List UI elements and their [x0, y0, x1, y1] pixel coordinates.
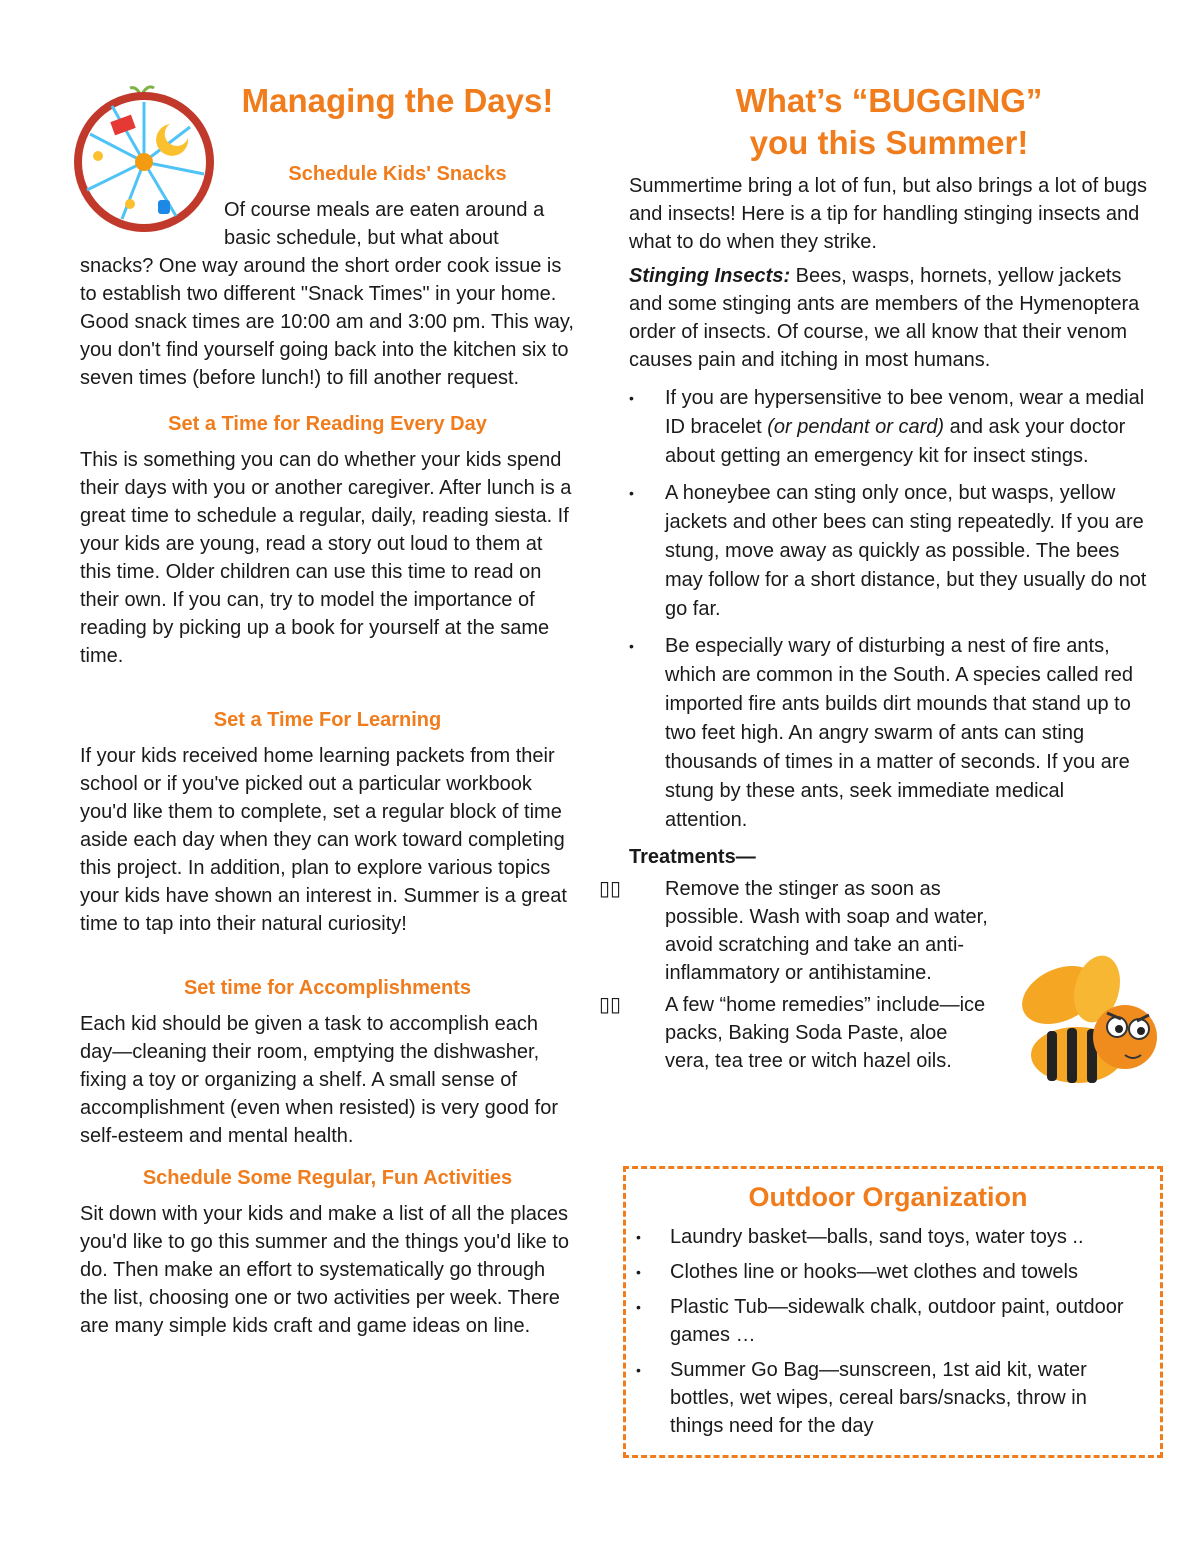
- snacks-intro: Of course meals are eaten around a basic schedule, but what about: [224, 199, 545, 249]
- accomplishments-body: Each kid should be given a task to accomplish each day—cleaning their room, emptying the dishwasher, fixing a toy or organizing a shelf. A small sense of accomplishment (even when resisted) is very good for self-esteem and mental health.: [80, 1013, 558, 1147]
- right-title-line2: you this Summer!: [749, 124, 1029, 161]
- box-title: Outdoor Organization: [748, 1182, 1028, 1212]
- bullet-text: If you are hypersensitive to bee venom, wear a medial ID bracelet: [665, 387, 1145, 438]
- bullet-emphasis: (or pendant or card): [767, 416, 945, 438]
- left-title: Managing the Days!: [241, 82, 554, 119]
- list-item: • A honeybee can sting only once, but wasps, yellow jackets and other bees can sting repeatedly. If you are stung, move away as quickly as possible. The bees may follow for a short distance, but they usually do not go far.: [629, 479, 1149, 624]
- section-heading: Schedule Kids' Snacks: [288, 163, 507, 185]
- outdoor-list: [636, 1223, 1140, 1440]
- marker: ▯▯: [599, 994, 622, 1016]
- bee-illustration: [1005, 955, 1165, 1095]
- marker: ▯▯: [599, 878, 622, 900]
- list-item: • Summer Go Bag—sunscreen, 1st aid kit, water bottles, wet wipes, cereal bars/snacks, throw in things need for the day: [636, 1356, 1140, 1440]
- section-heading: Set time for Accomplishments: [183, 977, 472, 999]
- left-column: [80, 80, 575, 1340]
- treatment-text: Remove the stinger as soon as possible. Wash with soap and water, avoid scratching and take an anti-inflammatory or antihistamine.: [665, 878, 988, 984]
- snacks-body: snacks? One way around the short order cook issue is to establish two different "Snack Times" in your home. Good snack times are 10:00 am and 3:00 pm. This way, you don't find yourself going back into the kitchen six to seven times (before lunch!) to fill another request.: [80, 255, 574, 389]
- activities-body: Sit down with your kids and make a list of all the places you'd like to go this summer and the things you'd like to do. Then make an effort to systematically go through the list, choosing one or two activities per week. There are many simple kids craft and game ideas on line.: [80, 1203, 570, 1337]
- bullet-text: and ask your doctor about getting an emergency kit for insect stings.: [665, 416, 1126, 467]
- stinging-paragraph: [629, 262, 1149, 374]
- sting-tips-list: [629, 384, 1149, 835]
- bugs-intro: Summertime bring a lot of fun, but also brings a lot of bugs and insects! Here is a tip for handling stinging insects and what to do when they strike.: [629, 175, 1148, 253]
- stinging-label: Stinging Insects:: [629, 265, 791, 287]
- list-item: • Be especially wary of disturbing a nest of fire ants, which are common in the South. A species called red imported fire ants builds dirt mounds that stand up to two feet high. An angry swarm of ants can sting thousands of times in a matter of seconds. If you are stung by these ants, seek immediate medical attention.: [629, 632, 1149, 835]
- list-item: • Plastic Tub—sidewalk chalk, outdoor paint, outdoor games …: [636, 1293, 1140, 1349]
- list-item: [629, 384, 1149, 471]
- section-heading: Set a Time For Learning: [213, 709, 442, 731]
- right-column: [599, 80, 1149, 1075]
- list-item: • Laundry basket—balls, sand toys, water toys ..: [636, 1223, 1140, 1251]
- section-heading: Schedule Some Regular, Fun Activities: [142, 1167, 513, 1189]
- list-item: • Clothes line or hooks—wet clothes and towels: [636, 1258, 1140, 1286]
- treatment-text: A few “home remedies” include—ice packs, Baking Soda Paste, aloe vera, tea tree or witch hazel oils.: [665, 994, 986, 1072]
- stinging-text: Bees, wasps, hornets, yellow jackets and some stinging ants are members of the Hymenoptera order of insects. Of course, we all know that their venom causes pain and itching in most humans.: [629, 265, 1140, 371]
- reading-body: This is something you can do whether your kids spend their days with you or another caregiver. After lunch is a great time to schedule a regular, daily, reading siesta. If your kids are young, read a story out loud to them at this time. Older children can use this time to read on their own. If you can, try to model the importance of reading by picking up a book for yourself at the same time.: [80, 449, 572, 667]
- treatments-label: Treatments—: [629, 846, 756, 868]
- outdoor-organization-box: [623, 1166, 1163, 1458]
- right-title-line1: What’s “BUGGING”: [735, 82, 1043, 119]
- learning-body: If your kids received home learning packets from their school or if you've picked out a particular workbook you'd like them to complete, set a regular block of time aside each day when they can work toward completing this project. In addition, plan to explore various topics your kids have shown an interest in. Summer is a great time to tap into their natural curiosity!: [80, 745, 567, 935]
- section-heading: Set a Time for Reading Every Day: [168, 413, 487, 435]
